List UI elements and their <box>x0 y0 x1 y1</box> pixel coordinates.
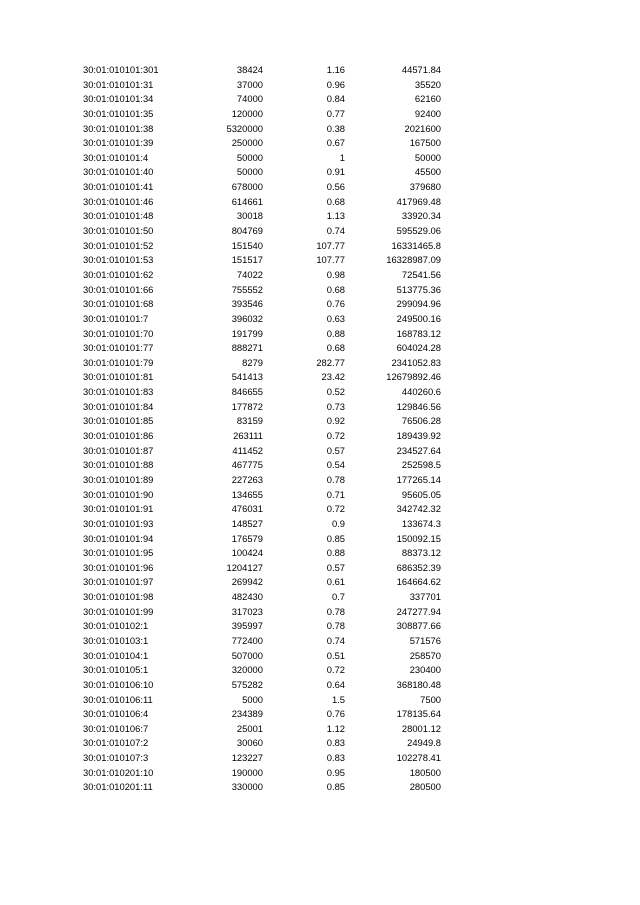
quantity-cell: 678000 <box>231 181 263 193</box>
ratio-cell: 0.52 <box>326 386 345 398</box>
total-cell: 24949.8 <box>407 737 441 749</box>
quantity-cell: 263111 <box>233 430 263 442</box>
cadastral-number-cell: 30:01:010102:1 <box>83 620 149 632</box>
quantity-cell: 467775 <box>231 459 263 471</box>
cadastral-number-cell: 30:01:010103:1 <box>83 634 149 646</box>
total-cell: 35520 <box>414 78 441 90</box>
ratio-cell: 0.67 <box>326 137 345 149</box>
table-row <box>83 356 443 371</box>
ratio-cell: 0.96 <box>326 78 345 90</box>
ratio-cell: 0.57 <box>326 561 345 573</box>
cadastral-number-cell: 30:01:010201:11 <box>83 781 153 793</box>
cadastral-number-cell: 30:01:010101:62 <box>83 268 154 280</box>
table-row <box>83 122 443 137</box>
table-row <box>83 590 443 605</box>
total-cell: 440260.6 <box>401 386 441 398</box>
table-row <box>83 370 443 385</box>
quantity-cell: 250000 <box>231 137 263 149</box>
cadastral-number-cell: 30:01:010101:53 <box>83 254 154 266</box>
quantity-cell: 227263 <box>231 473 263 485</box>
cadastral-number-cell: 30:01:010101:94 <box>83 532 154 544</box>
cadastral-number-cell: 30:01:010101:40 <box>83 166 154 178</box>
quantity-cell: 330000 <box>231 781 263 793</box>
table-row <box>83 663 443 678</box>
table-row <box>83 605 443 620</box>
table-row <box>83 107 443 122</box>
quantity-cell: 804769 <box>231 225 263 237</box>
quantity-cell: 482430 <box>231 591 263 603</box>
table-row <box>83 414 443 429</box>
quantity-cell: 151540 <box>231 239 263 251</box>
cadastral-number-cell: 30:01:010101:38 <box>83 122 154 134</box>
ratio-cell: 0.61 <box>326 576 345 588</box>
total-cell: 92400 <box>414 107 441 119</box>
cadastral-number-cell: 30:01:010101:88 <box>83 459 154 471</box>
ratio-cell: 0.64 <box>326 678 345 690</box>
quantity-cell: 30060 <box>236 737 263 749</box>
cadastral-number-cell: 30:01:010106:4 <box>83 708 149 720</box>
table-row <box>83 444 443 459</box>
cadastral-number-cell: 30:01:010101:7 <box>83 312 149 324</box>
ratio-cell: 282.77 <box>316 356 345 368</box>
cadastral-number-cell: 30:01:010101:31 <box>83 78 154 90</box>
cadastral-number-cell: 30:01:010101:86 <box>83 430 154 442</box>
table-row <box>83 532 443 547</box>
table-row <box>83 209 443 224</box>
total-cell: 72541.56 <box>401 268 441 280</box>
cadastral-number-cell: 30:01:010101:91 <box>83 503 154 515</box>
quantity-cell: 541413 <box>231 371 263 383</box>
total-cell: 686352.39 <box>396 561 441 573</box>
total-cell: 417969.48 <box>396 195 441 207</box>
total-cell: 129846.56 <box>396 400 441 412</box>
table-row <box>83 502 443 517</box>
cadastral-number-cell: 30:01:010101:87 <box>83 444 154 456</box>
ratio-cell: 0.85 <box>326 781 345 793</box>
cadastral-number-cell: 30:01:010101:79 <box>83 356 154 368</box>
total-cell: 50000 <box>414 151 441 163</box>
quantity-cell: 234389 <box>231 708 263 720</box>
cadastral-number-cell: 30:01:010101:99 <box>83 605 154 617</box>
cadastral-number-cell: 30:01:010201:10 <box>83 766 154 778</box>
ratio-cell: 0.74 <box>326 225 345 237</box>
quantity-cell: 74000 <box>236 93 263 105</box>
total-cell: 180500 <box>409 766 441 778</box>
total-cell: 167500 <box>409 137 441 149</box>
total-cell: 44571.84 <box>401 64 441 75</box>
ratio-cell: 0.73 <box>326 400 345 412</box>
quantity-cell: 476031 <box>231 503 263 515</box>
table-row <box>83 341 443 356</box>
cadastral-number-cell: 30:01:010101:77 <box>83 342 154 354</box>
ratio-cell: 0.88 <box>326 327 345 339</box>
cadastral-number-cell: 30:01:010101:89 <box>83 473 154 485</box>
total-cell: 12679892.46 <box>386 371 441 383</box>
quantity-cell: 120000 <box>231 107 263 119</box>
cadastral-number-cell: 30:01:010106:7 <box>83 722 149 734</box>
ratio-cell: 0.91 <box>326 166 345 178</box>
total-cell: 177265.14 <box>396 473 441 485</box>
ratio-cell: 0.54 <box>326 459 345 471</box>
table-row <box>83 634 443 649</box>
total-cell: 337701 <box>409 591 441 603</box>
quantity-cell: 8279 <box>242 356 263 368</box>
ratio-cell: 0.57 <box>326 444 345 456</box>
quantity-cell: 755552 <box>231 283 263 295</box>
table-row <box>83 136 443 151</box>
total-cell: 178135.64 <box>396 708 441 720</box>
table-row <box>83 327 443 342</box>
table-row <box>83 780 443 795</box>
quantity-cell: 37000 <box>236 78 263 90</box>
table-row <box>83 473 443 488</box>
table-row <box>83 429 443 444</box>
cadastral-number-cell: 30:01:010101:4 <box>83 151 149 163</box>
ratio-cell: 1.13 <box>326 210 345 222</box>
table-row <box>83 488 443 503</box>
total-cell: 133674.3 <box>401 517 441 529</box>
table-row <box>83 751 443 766</box>
quantity-cell: 134655 <box>231 488 263 500</box>
table-row <box>83 151 443 166</box>
total-cell: 571576 <box>409 634 441 646</box>
quantity-cell: 575282 <box>231 678 263 690</box>
ratio-cell: 0.83 <box>326 752 345 764</box>
total-cell: 308877.66 <box>396 620 441 632</box>
quantity-cell: 395997 <box>231 620 263 632</box>
ratio-cell: 0.74 <box>326 634 345 646</box>
ratio-cell: 0.76 <box>326 708 345 720</box>
total-cell: 513775.36 <box>396 283 441 295</box>
quantity-cell: 50000 <box>236 166 263 178</box>
ratio-cell: 0.83 <box>326 737 345 749</box>
ratio-cell: 0.68 <box>326 283 345 295</box>
quantity-cell: 772400 <box>231 634 263 646</box>
total-cell: 28001.12 <box>401 722 441 734</box>
ratio-cell: 107.77 <box>316 254 345 266</box>
total-cell: 16331465.8 <box>391 239 441 251</box>
quantity-cell: 393546 <box>231 298 263 310</box>
ratio-cell: 0.84 <box>326 93 345 105</box>
quantity-cell: 190000 <box>231 766 263 778</box>
ratio-cell: 0.9 <box>331 517 345 529</box>
table-row <box>83 92 443 107</box>
total-cell: 299094.96 <box>396 298 441 310</box>
total-cell: 249500.16 <box>396 312 441 324</box>
quantity-cell: 5000 <box>242 693 263 705</box>
ratio-cell: 0.7 <box>331 591 345 603</box>
table-row <box>83 78 443 93</box>
ratio-cell: 0.38 <box>326 122 345 134</box>
table-row <box>83 165 443 180</box>
quantity-cell: 151517 <box>231 254 263 266</box>
cadastral-number-cell: 30:01:010101:83 <box>83 386 154 398</box>
quantity-cell: 176579 <box>231 532 263 544</box>
cadastral-number-cell: 30:01:010101:81 <box>83 371 154 383</box>
table-row <box>83 224 443 239</box>
cadastral-number-cell: 30:01:010106:10 <box>83 678 154 690</box>
table-row <box>83 722 443 737</box>
total-cell: 16328987.09 <box>386 254 441 266</box>
total-cell: 33920.34 <box>401 210 441 222</box>
table-row <box>83 693 443 708</box>
cadastral-number-cell: 30:01:010101:96 <box>83 561 154 573</box>
cadastral-number-cell: 30:01:010107:2 <box>83 737 149 749</box>
cadastral-number-cell: 30:01:010101:301 <box>83 64 159 75</box>
ratio-cell: 0.92 <box>326 415 345 427</box>
cadastral-number-cell: 30:01:010107:3 <box>83 752 149 764</box>
cadastral-number-cell: 30:01:010101:68 <box>83 298 154 310</box>
ratio-cell: 0.63 <box>326 312 345 324</box>
table-row <box>83 458 443 473</box>
total-cell: 76506.28 <box>401 415 441 427</box>
quantity-cell: 123227 <box>231 752 263 764</box>
ratio-cell: 0.95 <box>326 766 345 778</box>
quantity-cell: 30018 <box>236 210 263 222</box>
cadastral-number-cell: 30:01:010101:34 <box>83 93 154 105</box>
cadastral-number-cell: 30:01:010101:41 <box>83 181 154 193</box>
table-row <box>83 297 443 312</box>
cadastral-number-cell: 30:01:010101:52 <box>83 239 154 251</box>
table-row <box>83 707 443 722</box>
quantity-cell: 1204127 <box>226 561 263 573</box>
total-cell: 252598.5 <box>401 459 441 471</box>
table-row <box>83 678 443 693</box>
ratio-cell: 1.16 <box>326 64 345 75</box>
cadastral-number-cell: 30:01:010101:39 <box>83 137 154 149</box>
quantity-cell: 74022 <box>236 268 263 280</box>
total-cell: 230400 <box>409 664 441 676</box>
cadastral-number-cell: 30:01:010101:50 <box>83 225 154 237</box>
ratio-cell: 0.72 <box>326 503 345 515</box>
quantity-cell: 191799 <box>231 327 263 339</box>
total-cell: 150092.15 <box>396 532 441 544</box>
quantity-cell: 396032 <box>231 312 263 324</box>
ratio-cell: 0.78 <box>326 605 345 617</box>
table-row <box>83 195 443 210</box>
table-row <box>83 63 443 78</box>
quantity-cell: 888271 <box>231 342 263 354</box>
quantity-cell: 614661 <box>231 195 263 207</box>
cadastral-number-cell: 30:01:010101:93 <box>83 517 154 529</box>
quantity-cell: 320000 <box>231 664 263 676</box>
total-cell: 88373.12 <box>401 547 441 559</box>
total-cell: 342742.32 <box>396 503 441 515</box>
ratio-cell: 0.98 <box>326 268 345 280</box>
cadastral-number-cell: 30:01:010101:46 <box>83 195 154 207</box>
ratio-cell: 107.77 <box>316 239 345 251</box>
ratio-cell: 0.72 <box>326 430 345 442</box>
table-row <box>83 575 443 590</box>
ratio-cell: 0.78 <box>326 473 345 485</box>
ratio-cell: 0.68 <box>326 195 345 207</box>
total-cell: 247277.94 <box>396 605 441 617</box>
cadastral-number-cell: 30:01:010101:66 <box>83 283 154 295</box>
ratio-cell: 0.88 <box>326 547 345 559</box>
table-row <box>83 283 443 298</box>
total-cell: 7500 <box>420 693 441 705</box>
cadastral-number-cell: 30:01:010101:48 <box>83 210 154 222</box>
quantity-cell: 100424 <box>231 547 263 559</box>
total-cell: 102278.41 <box>396 752 441 764</box>
cadastral-number-cell: 30:01:010106:11 <box>83 693 153 705</box>
table-row <box>83 546 443 561</box>
total-cell: 379680 <box>409 181 441 193</box>
ratio-cell: 0.72 <box>326 664 345 676</box>
table-row <box>83 736 443 751</box>
table-row <box>83 400 443 415</box>
ratio-cell: 0.51 <box>326 649 345 661</box>
table-row <box>83 312 443 327</box>
total-cell: 62160 <box>414 93 441 105</box>
total-cell: 95605.05 <box>401 488 441 500</box>
ratio-cell: 1.5 <box>331 693 345 705</box>
cadastral-number-cell: 30:01:010101:98 <box>83 591 154 603</box>
cadastral-number-cell: 30:01:010101:90 <box>83 488 154 500</box>
quantity-cell: 5320000 <box>226 122 263 134</box>
table-row <box>83 561 443 576</box>
ratio-cell: 0.56 <box>326 181 345 193</box>
quantity-cell: 38424 <box>236 64 263 75</box>
table-row <box>83 517 443 532</box>
total-cell: 168783.12 <box>396 327 441 339</box>
quantity-cell: 148527 <box>231 517 263 529</box>
cadastral-number-cell: 30:01:010101:35 <box>83 107 154 119</box>
total-cell: 234527.64 <box>396 444 441 456</box>
total-cell: 164664.62 <box>396 576 441 588</box>
total-cell: 2341052.83 <box>391 356 441 368</box>
total-cell: 368180.48 <box>396 678 441 690</box>
quantity-cell: 411452 <box>232 444 263 456</box>
ratio-cell: 0.77 <box>326 107 345 119</box>
total-cell: 45500 <box>414 166 441 178</box>
total-cell: 189439.92 <box>396 430 441 442</box>
cadastral-number-cell: 30:01:010101:85 <box>83 415 154 427</box>
table-row <box>83 619 443 634</box>
cadastral-number-cell: 30:01:010101:95 <box>83 547 154 559</box>
cadastral-number-cell: 30:01:010101:84 <box>83 400 154 412</box>
quantity-cell: 317023 <box>231 605 263 617</box>
cadastral-number-cell: 30:01:010104:1 <box>83 649 149 661</box>
ratio-cell: 1 <box>339 151 345 163</box>
table-row <box>83 649 443 664</box>
quantity-cell: 25001 <box>236 722 263 734</box>
total-cell: 595529.06 <box>396 225 441 237</box>
table-row <box>83 239 443 254</box>
ratio-cell: 0.68 <box>326 342 345 354</box>
total-cell: 2021600 <box>404 122 441 134</box>
table-row <box>83 268 443 283</box>
table-row <box>83 253 443 268</box>
table-row <box>83 180 443 195</box>
data-table <box>83 63 443 795</box>
ratio-cell: 0.76 <box>326 298 345 310</box>
cadastral-number-cell: 30:01:010105:1 <box>83 664 149 676</box>
ratio-cell: 23.42 <box>321 371 345 383</box>
quantity-cell: 50000 <box>236 151 263 163</box>
table-row <box>83 766 443 781</box>
ratio-cell: 0.85 <box>326 532 345 544</box>
total-cell: 604024.28 <box>396 342 441 354</box>
total-cell: 280500 <box>409 781 441 793</box>
quantity-cell: 269942 <box>231 576 263 588</box>
ratio-cell: 0.78 <box>326 620 345 632</box>
quantity-cell: 507000 <box>231 649 263 661</box>
total-cell: 258570 <box>409 649 441 661</box>
quantity-cell: 83159 <box>236 415 263 427</box>
quantity-cell: 177872 <box>231 400 263 412</box>
table-row <box>83 385 443 400</box>
cadastral-number-cell: 30:01:010101:97 <box>83 576 154 588</box>
quantity-cell: 846655 <box>231 386 263 398</box>
ratio-cell: 1.12 <box>326 722 345 734</box>
ratio-cell: 0.71 <box>326 488 345 500</box>
cadastral-number-cell: 30:01:010101:70 <box>83 327 154 339</box>
